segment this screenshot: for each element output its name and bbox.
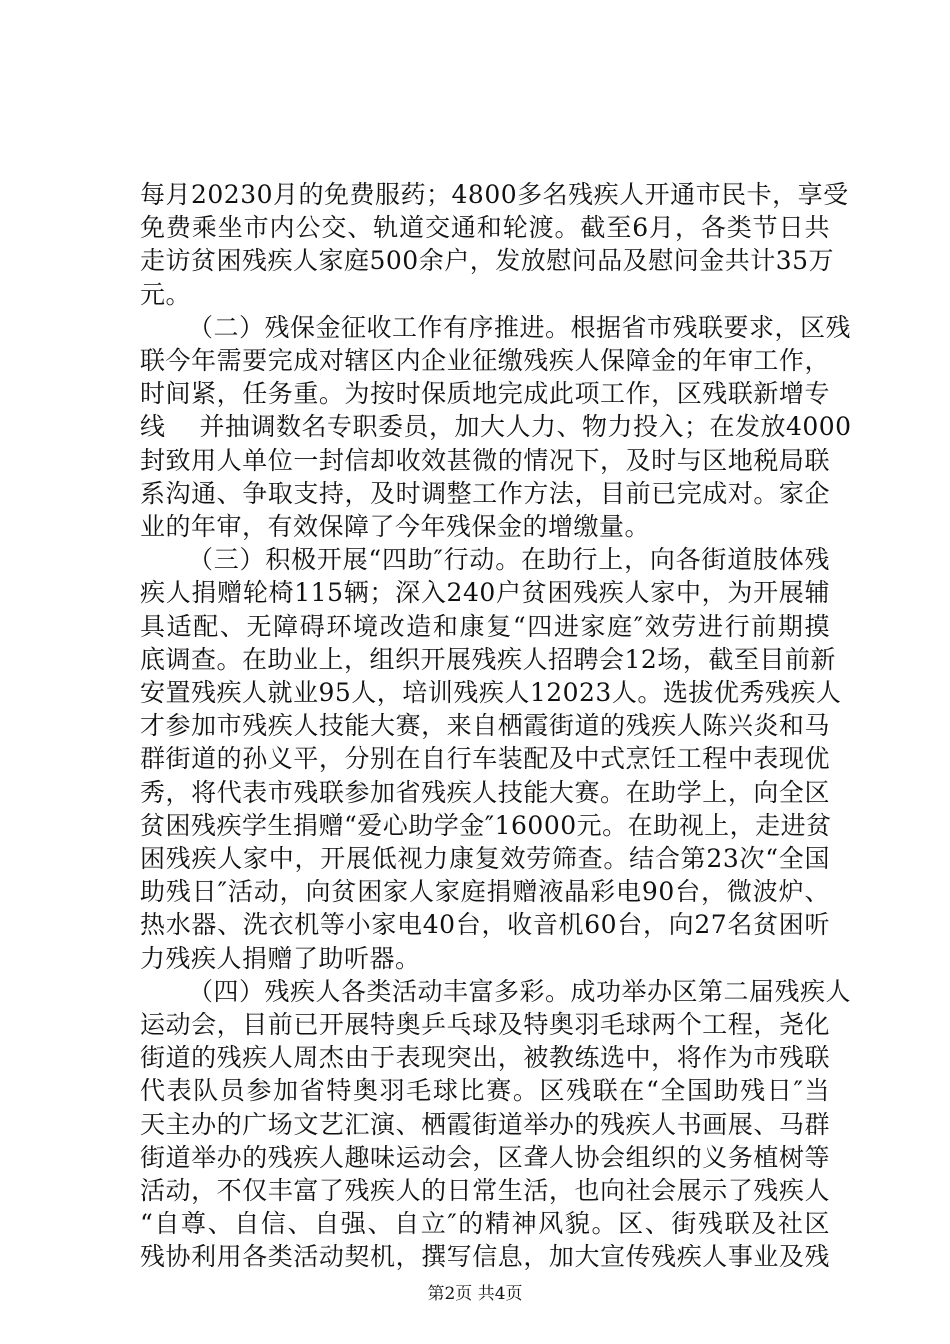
text-line: 困残疾人家中，开展低视力康复效劳筛查。结合第23次“全国	[140, 844, 830, 873]
text-line: 街道的残疾人周杰由于表现突出，被教练选中，将作为市残联	[140, 1043, 830, 1073]
text-line: 秀，将代表市残联参加省残疾人技能大赛。在助学上，向全区	[140, 777, 830, 807]
text-line: 运动会，目前已开展特奥乒乓球及特奥羽毛球两个工程，尧化	[140, 1010, 830, 1039]
text-line: 元。	[140, 279, 192, 309]
text-line: 街道举办的残疾人趣味运动会，区聋人协会组织的义务植树等	[140, 1142, 830, 1172]
text-line: 安置残疾人就业95人，培训残疾人12023人。选拔优秀残疾人	[140, 678, 842, 707]
text-line: 底调查。在助业上，组织开展残疾人招聘会12场，截至目前新	[140, 644, 836, 674]
text-line: 具适配、无障碍环境改造和康复“四进家庭″效劳进行前期摸	[140, 611, 830, 641]
text-line: 代表队员参加省特奥羽毛球比赛。区残联在“全国助残日″当	[140, 1076, 830, 1106]
text-line: 助残日″活动，向贫困家人家庭捐赠液晶彩电90台，微波炉、	[140, 877, 830, 907]
page-number-footer: 第2页 共4页	[427, 1284, 523, 1304]
text-line: 贫困残疾学生捐赠“爱心助学金″16000元。在助视上，走进贫	[140, 810, 832, 840]
paragraph-first-line: （三）积极开展“四助″行动。在助行上，向各街道肢体残	[188, 545, 830, 575]
text-line: 力残疾人捐赠了助听器。	[140, 943, 421, 973]
text-line: 业的年审，有效保障了今年残保金的增缴量。	[140, 512, 651, 541]
text-line: 系沟通、争取支持，及时调整工作方法，目前已完成对。家企	[140, 478, 830, 508]
text-line: 热水器、洗衣机等小家电40台，收音机60台，向27名贫困听	[140, 910, 830, 940]
text-line: 线 并抽调数名专职委员，加大人力、物力投入；在发放4000	[140, 412, 852, 442]
text-line: 封致用人单位一封信却收效甚微的情况下，及时与区地税局联	[140, 445, 830, 475]
paragraph-first-line: （二）残保金征收工作有序推进。根据省市残联要求，区残	[188, 312, 852, 342]
text-line: 天主办的广场文艺汇演、栖霞街道举办的残疾人书画展、马群	[140, 1109, 830, 1139]
text-line: 活动，不仅丰富了残疾人的日常生活，也向社会展示了残疾人	[140, 1176, 830, 1205]
text-line: “自尊、自信、自强、自立″的精神风貌。区、街残联及社区	[140, 1209, 830, 1239]
text-line: 疾人捐赠轮椅115辆；深入240户贫困残疾人家中，为开展辅	[140, 578, 830, 608]
text-line: 时间紧，任务重。为按时保质地完成此项工作，区残联新增专	[140, 379, 830, 409]
text-line: 联今年需要完成对辖区内企业征缴残疾人保障金的年审工作，	[140, 346, 830, 375]
text-line: 群街道的孙义平，分别在自行车装配及中式烹饪工程中表现优	[140, 744, 830, 774]
text-line: 走访贫困残疾人家庭500余户，发放慰问品及慰问金共计35万	[140, 246, 835, 276]
text-line: 才参加市残疾人技能大赛，来自栖霞街道的残疾人陈兴炎和马	[140, 711, 830, 741]
paragraph-first-line: （四）残疾人各类活动丰富多彩。成功举办区第二届残疾人	[188, 976, 852, 1006]
text-line: 免费乘坐市内公交、轨道交通和轮渡。截至6月，各类节日共	[140, 213, 830, 243]
text-line: 每月20230月的免费服药；4800多名残疾人开通市民卡，享受	[140, 180, 849, 209]
text-line: 残协利用各类活动契机，撰写信息，加大宣传残疾人事业及残	[140, 1242, 830, 1272]
